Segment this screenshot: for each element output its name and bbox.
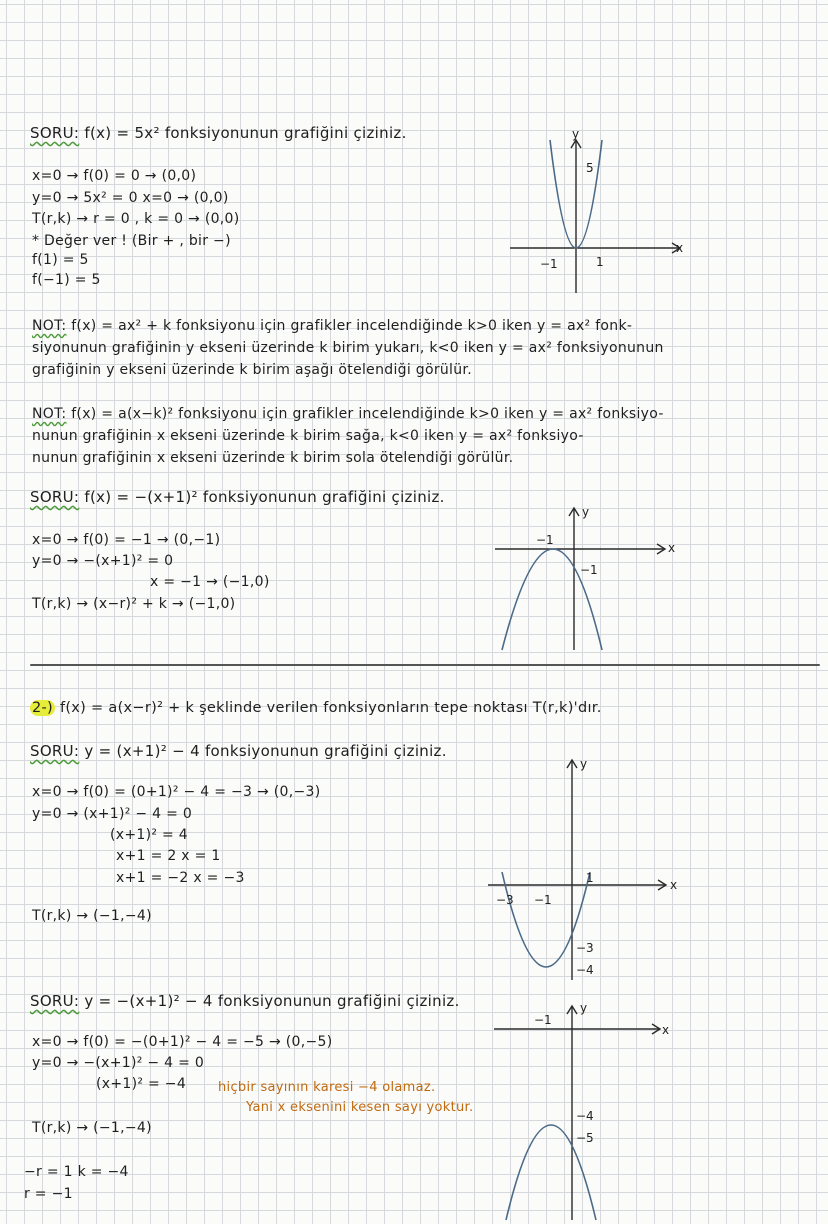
section-divider [30,664,820,666]
q4-tick-y-neg5: −5 [576,1131,594,1145]
q4-line-1: x=0 → f(0) = −(0+1)² − 4 = −5 → (0,−5) [32,1034,333,1050]
q4-line-4: T(r,k) → (−1,−4) [32,1120,152,1136]
q2-label: SORU: [30,488,80,506]
q1-line-1: x=0 → f(0) = 0 → (0,0) [32,168,197,184]
q3-tick-y-neg3: −3 [576,941,594,955]
q1-tick-5: 5 [586,161,594,175]
q3-line-2: y=0 → (x+1)² − 4 = 0 [32,806,193,822]
note1-line-1: NOT: f(x) = ax² + k fonksiyonu için grafikler incelendiğinde k>0 iken y = ax² fonk- [32,318,633,334]
q4-x-label: x [662,1023,670,1037]
q1-tick-neg1: −1 [540,257,558,271]
q3-y-label: y [580,757,588,771]
q2-heading [30,488,445,506]
q1-line-6: f(−1) = 5 [32,272,101,288]
note2-line-3: nunun grafiğinin x ekseni üzerinde k birim sola ötelendiği görülür. [32,450,514,466]
q1-line-5: f(1) = 5 [32,252,89,268]
q4-tick-y-neg4: −4 [576,1109,594,1123]
section2-text: f(x) = a(x−r)² + k şeklinde verilen fonksiyonların tepe noktası T(r,k)'dır. [59,700,602,716]
note2-line-1: NOT: f(x) = a(x−k)² fonksiyonu için grafikler incelendiğinde k>0 iken y = ax² fonksiyo- [32,406,664,422]
q4-graph [494,1000,684,1220]
q2-title: f(x) = −(x+1)² fonksiyonunun grafiğini çiziniz. [84,488,445,506]
q1-tick-1: 1 [596,255,604,269]
note2-label: NOT: [32,406,67,422]
q1-x-label: x [676,241,684,255]
q2-tick-x-neg1: −1 [536,533,554,547]
header-blank-area [30,42,810,102]
q2-line-2: y=0 → −(x+1)² = 0 [32,553,174,569]
q1-line-4: * Değer ver ! (Bir + , bir −) [32,233,231,249]
q3-tick-neg1: −1 [534,893,552,907]
q3-line-3: (x+1)² = 4 [110,827,188,843]
section2-heading [30,700,602,716]
q4-tick-x-neg1: −1 [534,1013,552,1027]
q2-line-1: x=0 → f(0) = −1 → (0,−1) [32,532,221,548]
q3-tick-1: 1 [586,871,594,885]
q3-heading [30,742,447,760]
q1-line-2: y=0 → 5x² = 0 x=0 → (0,0) [32,190,229,206]
q4-title: y = −(x+1)² − 4 fonksiyonunun grafiğini çiziniz. [84,992,460,1010]
note1-line-3: grafiğinin y ekseni üzerinde k birim aşağı ötelendiği görülür. [32,362,472,378]
section2-number: 2-) [32,700,54,716]
q3-line-1: x=0 → f(0) = (0+1)² − 4 = −3 → (0,−3) [32,784,321,800]
q4-y-label: y [580,1001,588,1015]
q2-y-label: y [582,505,590,519]
q1-y-label: y [572,127,580,141]
q3-title: y = (x+1)² − 4 fonksiyonunun grafiğini çiziniz. [84,742,447,760]
q1-line-3: T(r,k) → r = 0 , k = 0 → (0,0) [32,211,240,227]
q4-line-2: y=0 → −(x+1)² − 4 = 0 [32,1055,205,1071]
note2-line-2: nunun grafiğinin x ekseni üzerinde k birim sağa, k<0 iken y = ax² fonksiyo- [32,428,584,444]
q2-x-label: x [668,541,676,555]
q3-line-4: x+1 = 2 x = 1 [116,848,221,864]
q3-line-6: T(r,k) → (−1,−4) [32,908,152,924]
q4-line-3: (x+1)² = −4 [96,1076,187,1092]
q2-graph [490,500,690,650]
q4-label: SORU: [30,992,80,1010]
q2-tick-y-neg1: −1 [580,563,598,577]
q1-title: f(x) = 5x² fonksiyonunun grafiğini çiziniz. [84,124,407,142]
q1-heading [30,124,407,142]
q4-heading [30,992,460,1010]
q3-graph [488,752,688,982]
q1-label: SORU: [30,124,80,142]
note1-label: NOT: [32,318,67,334]
q3-tick-neg3: −3 [496,893,514,907]
q3-line-5: x+1 = −2 x = −3 [116,870,245,886]
q2-line-3: x = −1 → (−1,0) [150,574,270,590]
q3-label: SORU: [30,742,80,760]
q4-note-2: Yani x eksenini kesen sayı yoktur. [246,1100,474,1115]
q4-line-6: r = −1 [24,1186,73,1202]
q3-x-label: x [670,878,678,892]
q4-line-5: −r = 1 k = −4 [24,1164,129,1180]
q3-tick-y-neg4: −4 [576,963,594,977]
q1-graph [500,128,700,298]
q4-note-1: hiçbir sayının karesi −4 olamaz. [218,1080,436,1095]
q2-line-4: T(r,k) → (x−r)² + k → (−1,0) [32,596,236,612]
note1-line-2: siyonunun grafiğinin y ekseni üzerinde k birim yukarı, k<0 iken y = ax² fonksiyonunun [32,340,664,356]
